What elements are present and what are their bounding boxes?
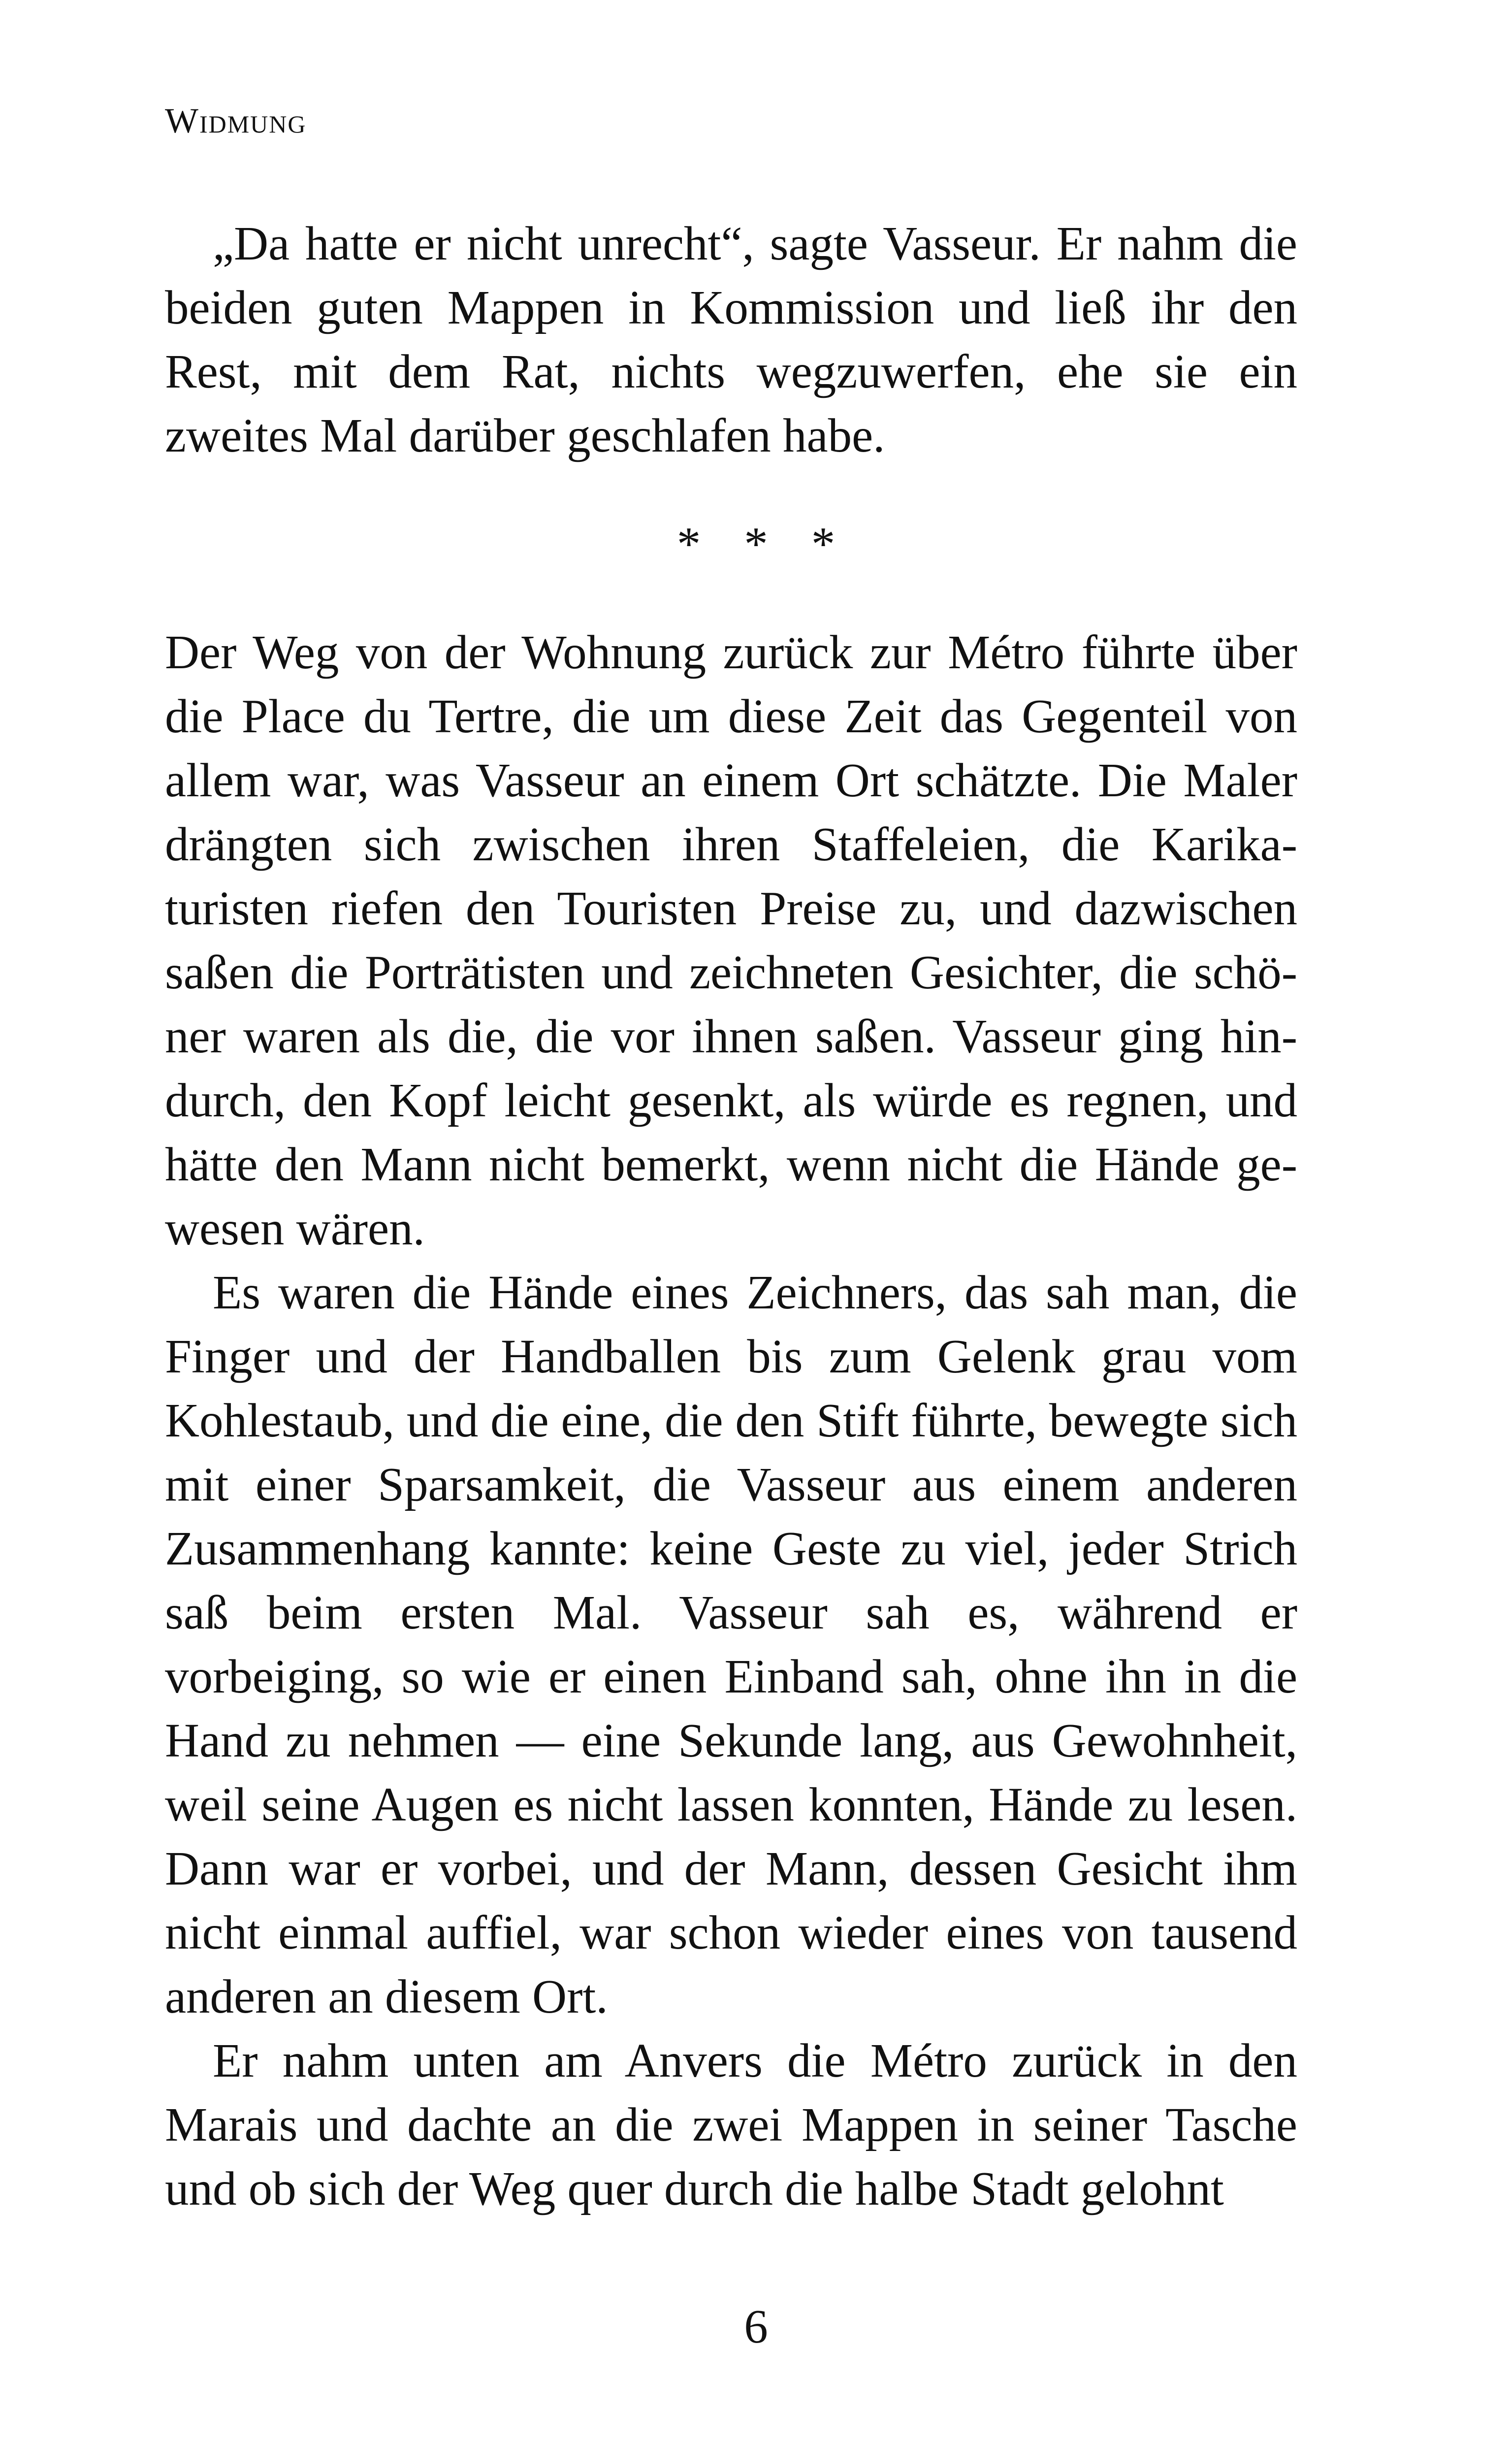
text-block-top <box>165 212 1297 468</box>
text-block-main <box>165 620 1297 2221</box>
page-number: 6 <box>744 2300 768 2353</box>
section-separator <box>0 512 1512 576</box>
paragraph: „Da hatte er nicht unrecht“, sagte Vasseur. Er nahm die beiden guten Mappen in Kommission und ließ ihr den Rest, mit dem Rat, nichts wegzuwerfen, ehe sie ein zweites Mal darüber geschlafen habe. <box>165 217 1297 462</box>
separator-asterisk: * <box>676 518 701 570</box>
paragraph: Es waren die Hände eines Zeichners, das sah man, die Finger und der Handballen bis zum Gelenk grau vom Kohlestaub, und die eine, die den Stift führte, bewegte sich mit einer Sparsamkeit, die Vasseur aus einem anderen Zusammenhang kannte: keine Geste zu viel, jeder Strich saß beim ersten Mal. Vasseur sah es, während er vorbeiging, so wie er einen Einband sah, ohne ihn in die Hand zu nehmen — eine Sekunde lang, aus Gewohnheit, weil seine Augen es nicht lassen konnten, Hände zu lesen. Dann war er vorbei, und der Mann, dessen Gesicht ihm nicht einmal auffiel, war schon wieder eines von tausend anderen an diesem Ort. <box>165 1266 1297 2023</box>
running-header: Widmung <box>165 101 307 140</box>
separator-asterisk: * <box>811 518 836 570</box>
separator-asterisk: * <box>744 518 768 570</box>
paragraph: Der Weg von der Wohnung zurück zur Métro führte über die Place du Tertre, die um diese Zeit das Gegenteil von allem war, was Vasseur an einem Ort schätzte. Die Maler drängten sich zwischen ihren Staffeleien, die Karikaturisten riefen den Touristen Preise zu, und dazwischen saßen die Porträtisten und zeichneten Gesichter, die schöner waren als die, die vor ihnen saßen. Vasseur ging hindurch, den Kopf leicht gesenkt, als würde es regnen, und hätte den Mann nicht bemerkt, wenn nicht die Hände gewesen wären. <box>165 626 1297 1255</box>
paragraph: Er nahm unten am Anvers die Métro zurück in den Marais und dachte an die zwei Mappen in seiner Tasche und ob sich der Weg quer durch die halbe Stadt gelohnt <box>165 2034 1297 2215</box>
